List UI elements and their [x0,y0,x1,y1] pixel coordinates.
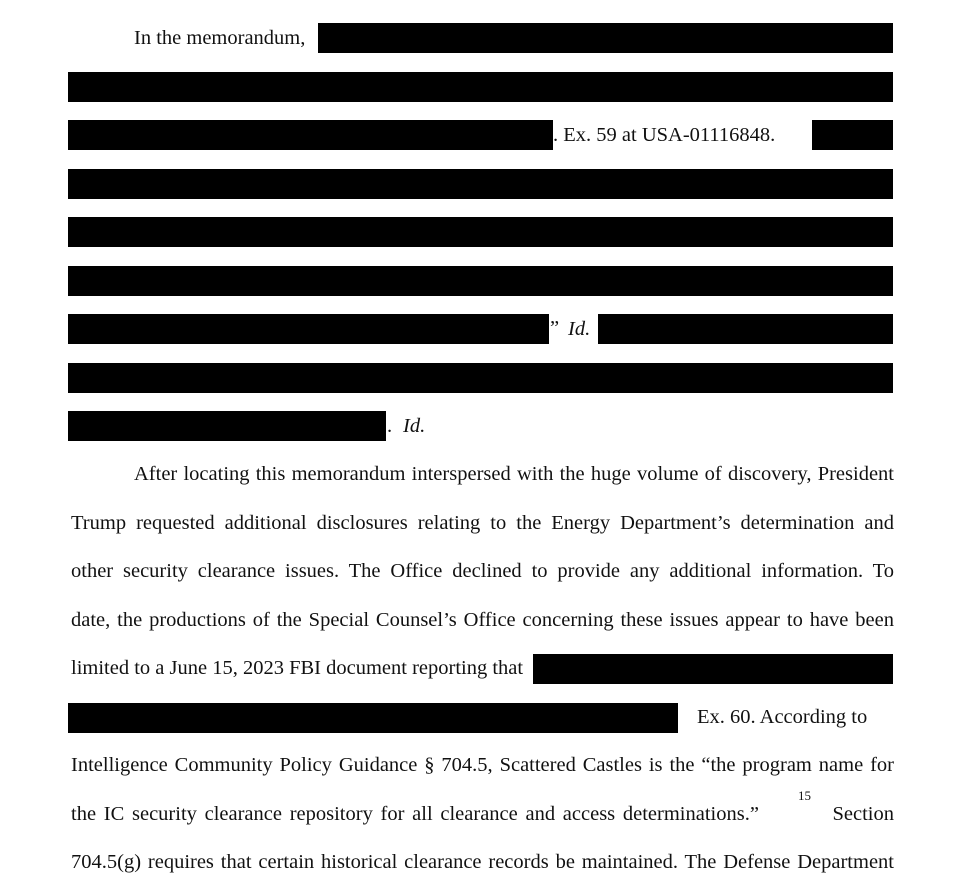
body-line: other security clearance issues. The Office declined to provide any additional information. To [71,560,894,582]
redaction-block [68,314,549,344]
id-citation-text: Id. [568,318,591,340]
redaction-block [598,314,893,344]
body-line-with-footnote: the IC security clearance repository for all clearance and access determinations.” 15 Section [71,798,894,830]
redaction-block [68,363,893,393]
redaction-block [68,217,893,247]
redaction-block [68,72,893,102]
paragraph1-intro: In the memorandum, [134,27,306,49]
id-citation-text: Id. [403,415,426,437]
body-line: limited to a June 15, 2023 FBI document reporting that [71,657,524,679]
closing-quote: ” [550,317,560,339]
id-citation [568,313,590,345]
body-line: Trump requested additional disclosures relating to the Energy Department’s determination and [71,512,894,534]
body-line-tail: Section [832,803,894,825]
body-line: After locating this memorandum interspersed with the huge volume of discovery, President [134,463,894,485]
id-citation [403,410,425,442]
redaction-block [68,266,893,296]
redaction-block [68,703,678,733]
body-line: Intelligence Community Policy Guidance § 704.5, Scattered Castles is the “the program name for [71,754,894,776]
exhibit-59-citation: . Ex. 59 at USA-01116848. [553,124,776,146]
body-line: date, the productions of the Special Counsel’s Office concerning these issues appear to have been [71,609,894,631]
exhibit-60-citation: Ex. 60. According to [697,706,868,728]
body-line-text: the IC security clearance repository for all clearance and access determinations.” [71,803,759,825]
redaction-block [68,411,386,441]
redaction-block [68,169,893,199]
redaction-block [812,120,893,150]
body-line: 704.5(g) requires that certain historical clearance records be maintained. The Defense Department [71,851,894,873]
redaction-block [533,654,893,684]
sentence-period: . [387,415,393,437]
redaction-block [68,120,553,150]
redaction-block [318,23,893,53]
